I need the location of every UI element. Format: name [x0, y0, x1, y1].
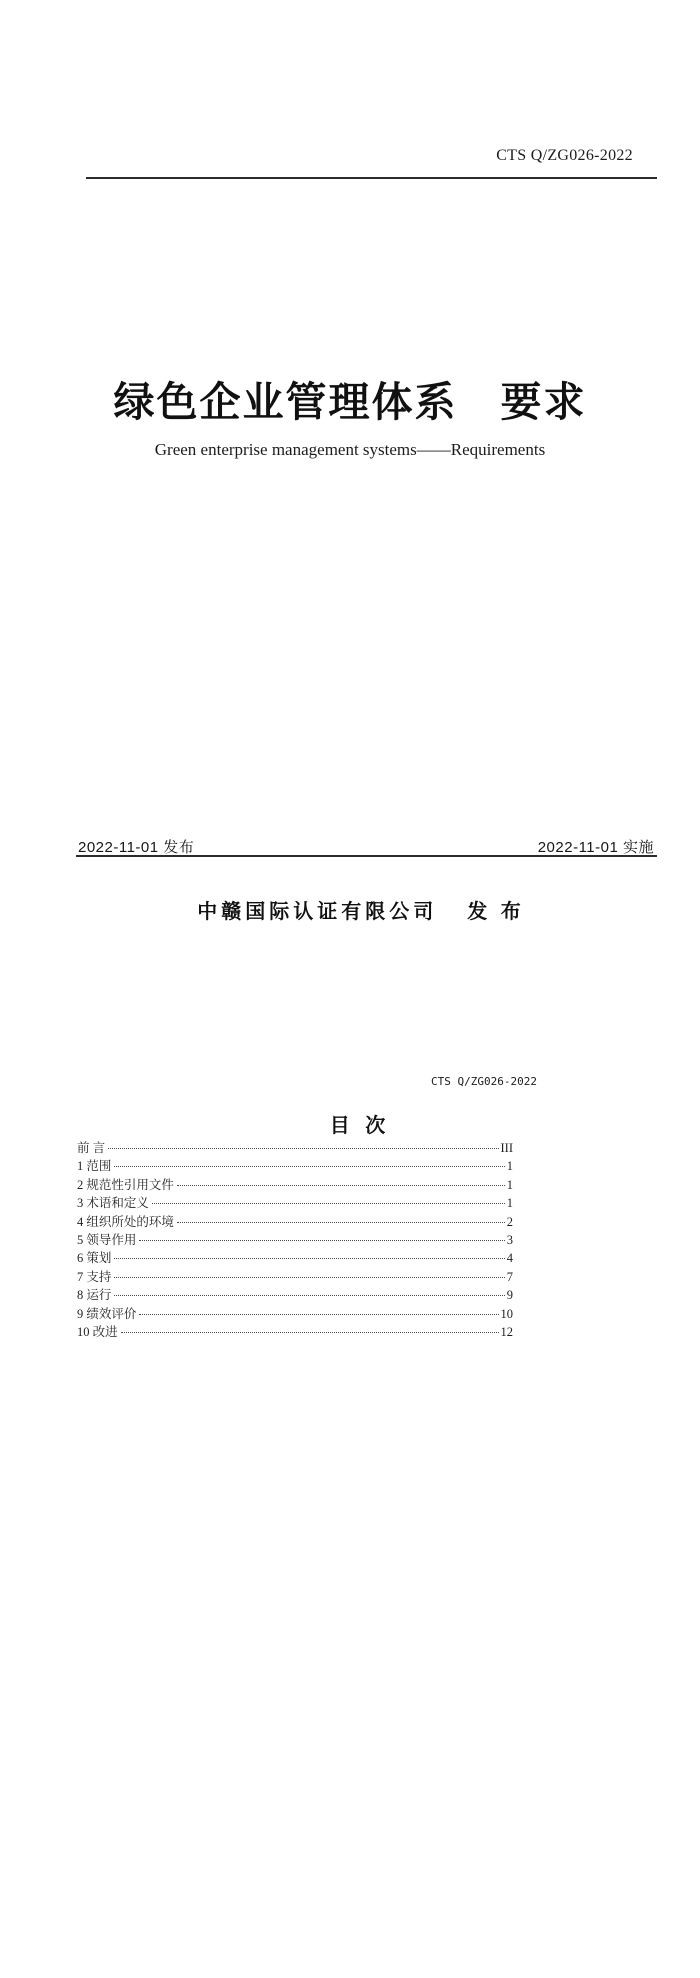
implementation-date: 2022-11-01 实施 — [537, 839, 654, 856]
toc-entry-label: 1 范围 — [77, 1159, 112, 1174]
toc-dot-leader — [114, 1277, 504, 1278]
toc-entry — [77, 1231, 513, 1249]
toc-entry-page-number: 7 — [506, 1269, 513, 1284]
toc-entry-label: 4 组织所处的环境 — [77, 1214, 174, 1229]
toc-entry-page-number: 2 — [506, 1214, 513, 1229]
toc-entry-page-number: 4 — [506, 1251, 513, 1266]
toc-entry-label: 10 改进 — [77, 1324, 118, 1339]
toc-dot-leader — [121, 1332, 499, 1333]
toc-entry-label: 6 策划 — [77, 1251, 112, 1266]
toc-entry-page-number: 10 — [500, 1306, 513, 1321]
toc-entry-page-number: 3 — [506, 1232, 513, 1247]
cover-title-english: Green enterprise management systems——Requirements — [154, 440, 546, 459]
toc-title: 目 次 — [329, 1115, 391, 1137]
toc-standard-code: CTS Q/ZG026-2022 — [431, 1075, 537, 1088]
toc-dot-leader — [139, 1314, 498, 1315]
toc-list — [77, 1139, 513, 1341]
toc-entry-label: 7 支持 — [77, 1269, 112, 1284]
toc-entry — [77, 1305, 513, 1323]
toc-dot-leader — [108, 1148, 498, 1149]
toc-entry — [77, 1194, 513, 1212]
toc-dot-leader — [152, 1203, 505, 1204]
toc-entry — [77, 1286, 513, 1304]
toc-dot-leader — [114, 1258, 504, 1259]
toc-entry — [77, 1249, 513, 1267]
cover-footer-rule — [76, 855, 657, 857]
toc-entry-page-number: 1 — [506, 1177, 513, 1192]
toc-entry — [77, 1139, 513, 1157]
toc-entry-label: 8 运行 — [77, 1288, 112, 1303]
toc-dot-leader — [177, 1185, 505, 1186]
toc-entry-label: 前 言 — [77, 1141, 106, 1155]
toc-entry-page-number: 12 — [500, 1324, 513, 1339]
toc-entry-page-number: 1 — [506, 1196, 513, 1211]
cover-header-rule — [86, 177, 657, 179]
toc-entry-label: 5 领导作用 — [77, 1232, 137, 1247]
toc-entry — [77, 1176, 513, 1194]
toc-entry-label: 9 绩效评价 — [77, 1306, 137, 1321]
toc-entry — [77, 1268, 513, 1286]
toc-dot-leader — [177, 1222, 505, 1223]
publisher-name: 中赣国际认证有限公司 — [197, 901, 438, 923]
cover-standard-code: CTS Q/ZG026-2022 — [496, 147, 633, 164]
toc-entry — [77, 1323, 513, 1341]
cover-title-chinese: 绿色企业管理体系 要求 — [113, 379, 587, 425]
toc-dot-leader — [114, 1166, 504, 1167]
toc-entry-label: 2 规范性引用文件 — [77, 1177, 174, 1192]
toc-entry-page-number: 1 — [506, 1159, 513, 1174]
publisher-row — [11, 895, 700, 924]
toc-entry — [77, 1157, 513, 1175]
cover-dates-row — [78, 836, 654, 857]
toc-dot-leader — [139, 1240, 504, 1241]
toc-dot-leader — [114, 1295, 504, 1296]
toc-entry-label: 3 术语和定义 — [77, 1196, 149, 1211]
publish-label: 发 布 — [467, 901, 525, 923]
toc-entry — [77, 1213, 513, 1231]
toc-entry-page-number: III — [500, 1141, 513, 1155]
issue-date: 2022-11-01 发布 — [78, 839, 195, 856]
toc-entry-page-number: 9 — [506, 1288, 513, 1303]
